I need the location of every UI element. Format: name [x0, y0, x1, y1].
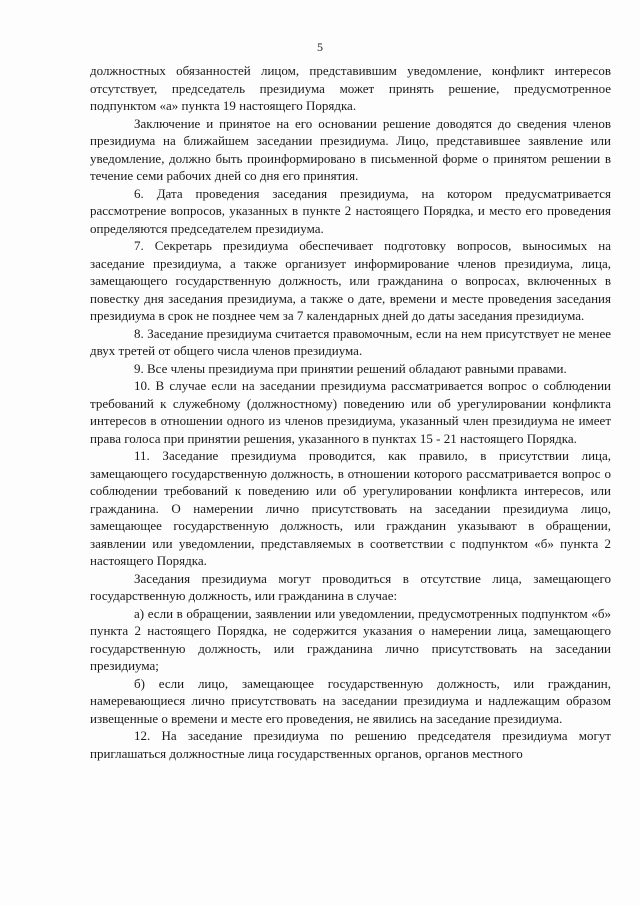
paragraph: 11. Заседание президиума проводится, как правило, в присутствии лица, замещающего государственную должность, в отношении которого рассматривается вопрос о соблюдении требований к поведению или об урегулировании конфликта интересов, или гражданина. О намерении лично присутствовать на заседании президиума лицо, замещающее государственную должность, или гражданин указывают в обращении, заявлении или уведомлении, представляемых в соответствии с подпунктом «б» пункта 2 настоящего Порядка.: [90, 448, 611, 568]
document-body: [90, 62, 611, 762]
paragraph: 9. Все члены президиума при принятии решений обладают равными правами.: [134, 360, 567, 376]
paragraph: должностных обязанностей лицом, представившим уведомление, конфликт интересов отсутствует, председатель президиума может принять решение, предусмотренное подпунктом «а» пункта 19 настоящего Порядка.: [90, 63, 611, 113]
paragraph: Заключение и принятое на его основании решение доводятся до сведения членов президиума на ближайшем заседании президиума. Лицо, представившее заявление или уведомление, должно быть проинформировано в письменной форме о принятом решении в течение семи рабочих дней со дня его принятия.: [90, 115, 611, 183]
paragraph: 10. В случае если на заседании президиума рассматривается вопрос о соблюдении требований к служебному (должностному) поведению или об урегулировании конфликта интересов в отношении одного из членов президиума, указанный член президиума не имеет права голоса при принятии решения, указанного в пунктах 15 - 21 настоящего Порядка.: [90, 378, 611, 446]
paragraph: Заседания президиума могут проводиться в отсутствие лица, замещающего государственную должность, или гражданина в случае:: [90, 570, 611, 603]
page-number: 5: [317, 40, 323, 54]
paragraph: 12. На заседание президиума по решению председателя президиума могут приглашаться должностные лица государственных органов, органов местного: [90, 728, 611, 761]
paragraph: 6. Дата проведения заседания президиума, на котором предусматривается рассмотрение вопросов, указанных в пункте 2 настоящего Порядка, и место его проведения определяются председателем президиума.: [90, 185, 611, 236]
paragraph: 7. Секретарь президиума обеспечивает подготовку вопросов, выносимых на заседание президиума, а также организует информирование членов президиума, лица, замещающего государственную должность, или гражданина о вопросах, включенных в повестку дня заседания президиума, а также о дате, времени и месте проведения заседания президиума в срок не позднее чем за 7 календарных дней до даты заседания президиума.: [90, 238, 611, 323]
paragraph: б) если лицо, замещающее государственную должность, или гражданин, намеревающиеся лично присутствовать на заседании президиума и надлежащим образом извещенные о времени и месте его проведения, не явились на заседание президиума.: [90, 675, 611, 726]
paragraph: а) если в обращении, заявлении или уведомлении, предусмотренных подпунктом «б» пункта 2 настоящего Порядка, не содержится указания о намерении лица, замещающего государственную должность, или гражданина лично присутствовать на заседании президиума;: [90, 605, 611, 673]
paragraph: 8. Заседание президиума считается правомочным, если на нем присутствует не менее двух третей от общего числа членов президиума.: [90, 325, 611, 358]
